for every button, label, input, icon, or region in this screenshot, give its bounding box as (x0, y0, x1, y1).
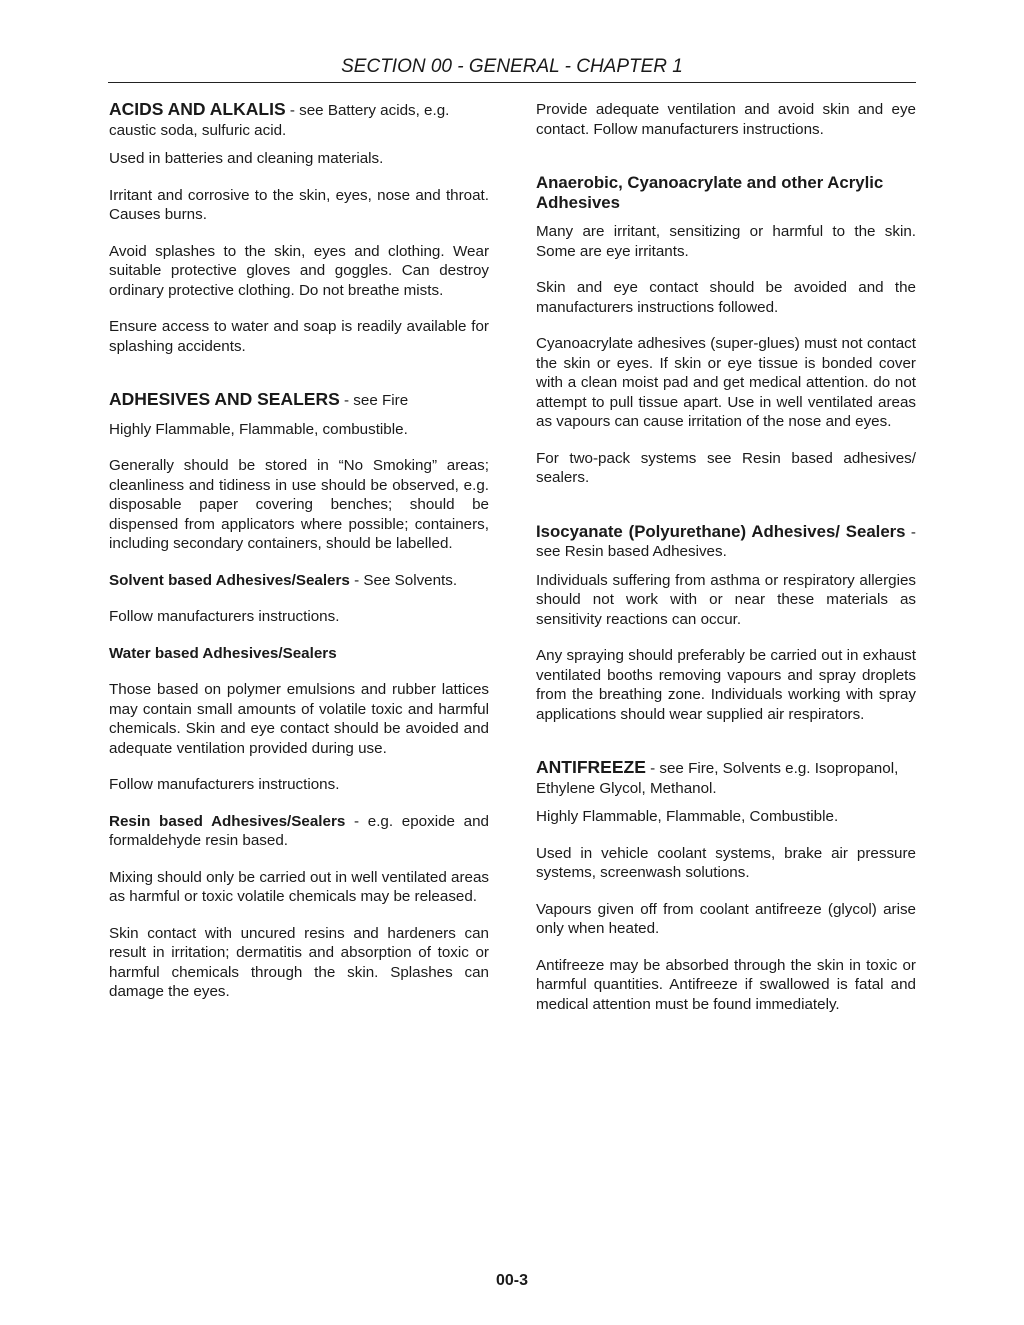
acids-p1: Used in batteries and cleaning materials. (109, 150, 384, 167)
acids-heading-para (109, 100, 489, 140)
acids-sep: - (285, 102, 300, 119)
acids-heading: ACIDS AND ALKALIS (109, 99, 286, 119)
anaerobic-heading: Anaerobic, Cyanoacrylate and other Acrylic Adhesives (536, 173, 884, 212)
page-number: 00-3 (495, 1272, 529, 1289)
right-column (536, 100, 916, 1031)
water-p2: Follow manufacturers instructions. (109, 776, 340, 793)
solvent-heading-para (109, 571, 489, 591)
isocyanate-sep: - (905, 523, 916, 541)
solvent-intro: See Solvents. (363, 571, 458, 589)
antifreeze-p2: Used in vehicle coolant systems, brake air pressure systems, screenwash solutions. (536, 844, 916, 881)
adhesives-sep: - (339, 392, 354, 409)
water-heading: Water based Adhesives/Sealers (109, 644, 337, 662)
solvent-heading: Solvent based Adhesives/Sealers (109, 571, 350, 589)
resin-intro: e.g. epoxide and formaldehyde resin based. (109, 812, 489, 849)
antifreeze-sep: - (645, 760, 660, 777)
adhesives-intro: see Fire (353, 392, 409, 409)
water-heading-para (109, 644, 489, 664)
resin-p1: Mixing should only be carried out in well ventilated areas as harmful or toxic volatile chemicals may be released. (109, 868, 489, 905)
antifreeze-heading-para (536, 758, 916, 798)
resin-sep: - (345, 812, 368, 830)
acids-p4: Ensure access to water and soap is readily available for splashing accidents. (109, 318, 489, 355)
acids-p3: Avoid splashes to the skin, eyes and clothing. Wear suitable protective gloves and goggles. Can destroy ordinary protective clothing. Do not breathe mists. (109, 242, 489, 299)
solvent-p1: Follow manufacturers instructions. (109, 608, 340, 625)
antifreeze-intro: see Fire, Solvents e.g. Isopropanol, Ethylene Glycol, Methanol. (536, 760, 899, 797)
water-p1: Those based on polymer emulsions and rubber lattices may contain small amounts of volatile toxic and harmful chemicals. Skin and eye contact should be avoided and adequate ventilation provided during use. (109, 681, 489, 757)
resin-heading-para (109, 812, 489, 851)
adhesives-heading-para (109, 390, 489, 411)
antifreeze-p1: Highly Flammable, Flammable, Combustible. (536, 808, 839, 825)
left-column (109, 100, 489, 1019)
anaerobic-p3: Cyanoacrylate adhesives (super-glues) must not contact the skin or eyes. If skin or eye tissue is bonded cover with a clean moist pad and get medical attention. do not attempt to pull tissue apart. Use in well ventilated areas as vapours can cause irritation of the nose and eyes. (536, 335, 916, 430)
antifreeze-heading: ANTIFREEZE (536, 757, 646, 777)
anaerobic-p4: For two-pack systems see Resin based adhesives/ sealers. (536, 449, 916, 486)
isocyanate-heading-para (536, 522, 916, 562)
page-header: SECTION 00 - GENERAL - CHAPTER 1 (108, 56, 916, 83)
antifreeze-p4: Antifreeze may be absorbed through the skin in toxic or harmful quantities. Antifreeze if swallowed is fatal and medical attention must be found immediately. (536, 956, 916, 1013)
isocyanate-p1: Individuals suffering from asthma or respiratory allergies should not work with or near these materials as sensitivity reactions can occur. (536, 571, 916, 628)
solvent-sep: - (349, 571, 364, 589)
acids-p2: Irritant and corrosive to the skin, eyes, nose and throat. Causes burns. (109, 186, 489, 223)
anaerobic-p2: Skin and eye contact should be avoided and the manufacturers instructions followed. (536, 279, 916, 316)
acids-intro: see Battery acids, e.g. caustic soda, sulfuric acid. (109, 102, 450, 139)
isocyanate-heading: Isocyanate (Polyurethane) Adhesives/ Sealers (536, 521, 906, 541)
isocyanate-p2: Any spraying should preferably be carried out in exhaust ventilated booths removing vapours and spray droplets from the breathing zone. Individuals working with spray applications should wear supplied air respirators. (536, 647, 916, 723)
adhesives-p1: Highly Flammable, Flammable, combustible. (109, 420, 408, 438)
antifreeze-p3: Vapours given off from coolant antifreeze (glycol) arise only when heated. (536, 900, 916, 937)
resin-p2: Skin contact with uncured resins and hardeners can result in irritation; dermatitis and absorption of toxic or harmful chemicals through the skin. Splashes can damage the eyes. (109, 924, 489, 1000)
adhesives-heading: ADHESIVES AND SEALERS (109, 389, 340, 409)
ventilation-p0: Provide adequate ventilation and avoid skin and eye contact. Follow manufacturers instructions. (536, 101, 916, 138)
isocyanate-intro: see Resin based Adhesives. (536, 543, 727, 560)
adhesives-p2: Generally should be stored in “No Smoking” areas; cleanliness and tidiness in use should be observed, e.g. disposable paper covering benches; should be dispensed from applicators where possible; containers, including secondary containers, should be labelled. (109, 457, 489, 552)
resin-heading: Resin based Adhesives/Sealers (109, 812, 346, 830)
anaerobic-p1: Many are irritant, sensitizing or harmful to the skin. Some are eye irritants. (536, 223, 916, 260)
